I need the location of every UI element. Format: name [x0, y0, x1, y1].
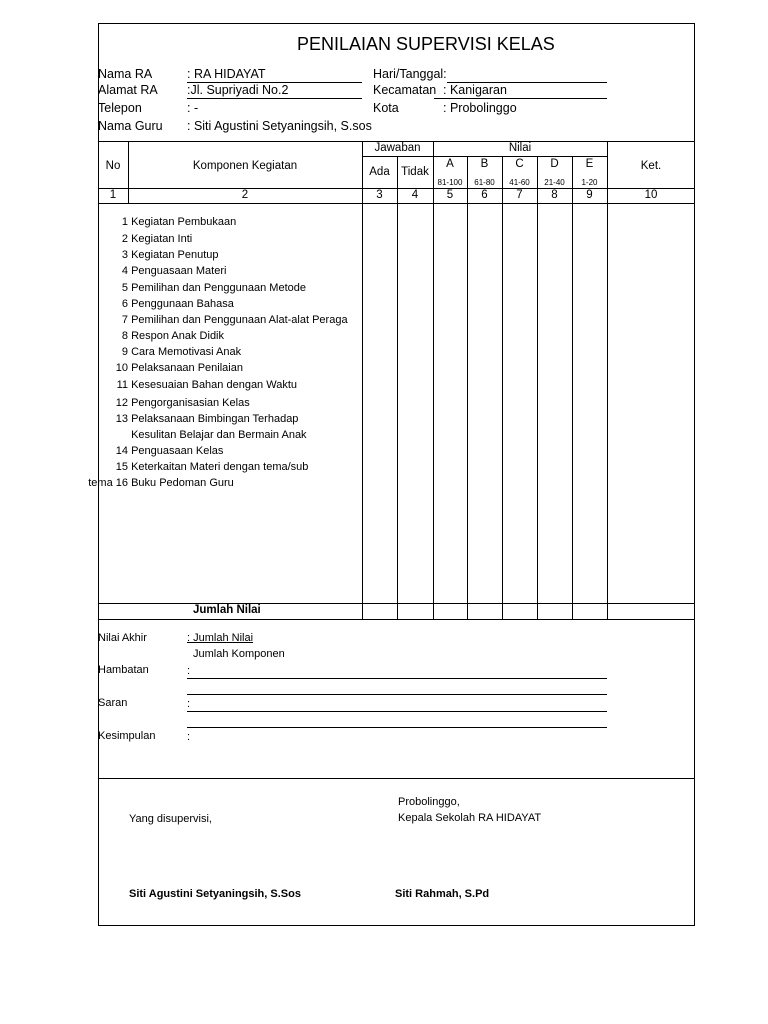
- jumlah-bottom-line: [98, 619, 695, 620]
- list-item: 4 Penguasaan Materi: [121, 265, 227, 277]
- guru-label: Nama Guru: [98, 119, 163, 133]
- col-line-d: [572, 156, 573, 619]
- grade-c-letter: C: [515, 158, 524, 170]
- nama-ra-value: : RA HIDAYAT: [187, 67, 266, 81]
- list-item: 15 Keterkaitan Materi dengan tema/sub: [115, 461, 309, 473]
- colnum-6: 6: [481, 189, 488, 201]
- list-item: tema 16 Buku Pedoman Guru: [88, 477, 234, 489]
- saran-label: Saran: [98, 697, 128, 709]
- grade-c-range: 41-60: [509, 178, 530, 187]
- col-line-b: [502, 156, 503, 619]
- list-item: 5 Pemilihan dan Penggunaan Metode: [121, 282, 306, 294]
- signature-right-role: Kepala Sekolah RA HIDAYAT: [398, 812, 542, 824]
- saran-line-2: [187, 727, 607, 728]
- hari-tanggal-label: Hari/Tanggal:: [373, 67, 447, 81]
- header-no: No: [105, 160, 121, 172]
- list-item: 14 Penguasaan Kelas: [115, 445, 224, 457]
- kesimpulan-colon: :: [187, 731, 191, 743]
- col-line-e: [607, 141, 608, 619]
- header-jawaban: Jawaban: [374, 142, 421, 154]
- colnum-3: 3: [376, 189, 383, 201]
- signature-place: Probolinggo,: [398, 796, 460, 808]
- list-item: 13 Pelaksanaan Bimbingan Terhadap: [115, 413, 299, 425]
- grade-d-letter: D: [550, 158, 559, 170]
- list-item: Kesulitan Belajar dan Bermain Anak: [131, 429, 307, 441]
- kecamatan-label: Kecamatan: [373, 83, 437, 97]
- grade-b-range: 61-80: [474, 178, 495, 187]
- list-item: 7 Pemilihan dan Penggunaan Alat-alat Peraga: [121, 314, 348, 326]
- signature-left-name: Siti Agustini Setyaningsih, S.Sos: [129, 888, 301, 900]
- telepon-value: : -: [187, 101, 199, 115]
- nilai-akhir-label: Nilai Akhir: [98, 632, 147, 644]
- saran-colon: :: [187, 698, 191, 710]
- alamat-label: Alamat RA: [98, 83, 158, 97]
- list-item: 12 Pengorganisasian Kelas: [115, 397, 250, 409]
- grade-a-range: 81-100: [437, 178, 463, 187]
- grade-e-letter: E: [585, 158, 594, 170]
- hambatan-line-1: [187, 678, 607, 679]
- colnum-8: 8: [551, 189, 558, 201]
- header-ket: Ket.: [640, 160, 662, 172]
- header-ada: Ada: [369, 166, 390, 178]
- col-line-tidak: [433, 141, 434, 619]
- colnum-4: 4: [411, 189, 419, 201]
- alamat-value: :Jl. Supriyadi No.2: [187, 83, 289, 97]
- hambatan-line-2: [187, 694, 607, 695]
- grade-e-range: 1-20: [581, 178, 598, 187]
- nama-ra-label: Nama RA: [98, 67, 153, 81]
- hambatan-colon: :: [187, 665, 191, 677]
- telepon-label: Telepon: [98, 101, 142, 115]
- saran-line-1: [187, 711, 607, 712]
- kesimpulan-label: Kesimpulan: [98, 730, 156, 742]
- jumlah-nilai-label: Jumlah Nilai: [193, 604, 261, 616]
- grade-b-letter: B: [480, 158, 489, 170]
- nilai-akhir-value: : Jumlah Nilai: [187, 632, 254, 644]
- kecamatan-value: : Kanigaran: [443, 83, 507, 97]
- header-nilai: Nilai: [508, 142, 532, 154]
- hambatan-label: Hambatan: [98, 664, 149, 676]
- col-line-komponen: [362, 141, 363, 619]
- list-item: 9 Cara Memotivasi Anak: [121, 346, 242, 358]
- header-komponen: Komponen Kegiatan: [192, 160, 298, 172]
- page-title: PENILAIAN SUPERVISI KELAS: [297, 34, 555, 54]
- kota-value: : Probolinggo: [443, 101, 517, 115]
- grade-a-letter: A: [446, 158, 454, 170]
- kota-label: Kota: [373, 101, 399, 115]
- alamat-line: [187, 98, 362, 99]
- list-item: 2 Kegiatan Inti: [121, 233, 193, 245]
- colnum-1: 1: [109, 189, 117, 201]
- col-line-ada: [397, 156, 398, 619]
- header-tidak: Tidak: [401, 166, 429, 178]
- colnum-7: 7: [516, 189, 523, 201]
- signature-left-role: Yang disupervisi,: [129, 813, 212, 825]
- jumlah-komponen: Jumlah Komponen: [193, 648, 285, 660]
- colnum-9: 9: [586, 189, 593, 201]
- signature-right-name: Siti Rahmah, S.Pd: [395, 888, 490, 900]
- list-item: 11 Kesesuaian Bahan dengan Waktu: [116, 379, 297, 391]
- guru-value: : Siti Agustini Setyaningsih, S.sos: [187, 119, 372, 133]
- col-line-c: [537, 156, 538, 619]
- colnum-5: 5: [446, 189, 454, 201]
- list-item: 3 Kegiatan Penutup: [121, 249, 219, 261]
- list-item: 6 Penggunaan Bahasa: [121, 298, 234, 310]
- list-item: 10 Pelaksanaan Penilaian: [115, 362, 243, 374]
- colnum-2: 2: [241, 189, 249, 201]
- col-line-a: [467, 156, 468, 619]
- signature-top-line: [98, 778, 695, 779]
- kecamatan-line: [434, 98, 607, 99]
- list-item: 8 Respon Anak Didik: [121, 330, 225, 342]
- grade-d-range: 21-40: [544, 178, 565, 187]
- colnum-10: 10: [644, 189, 658, 201]
- list-item: 1 Kegiatan Pembukaan: [121, 216, 237, 228]
